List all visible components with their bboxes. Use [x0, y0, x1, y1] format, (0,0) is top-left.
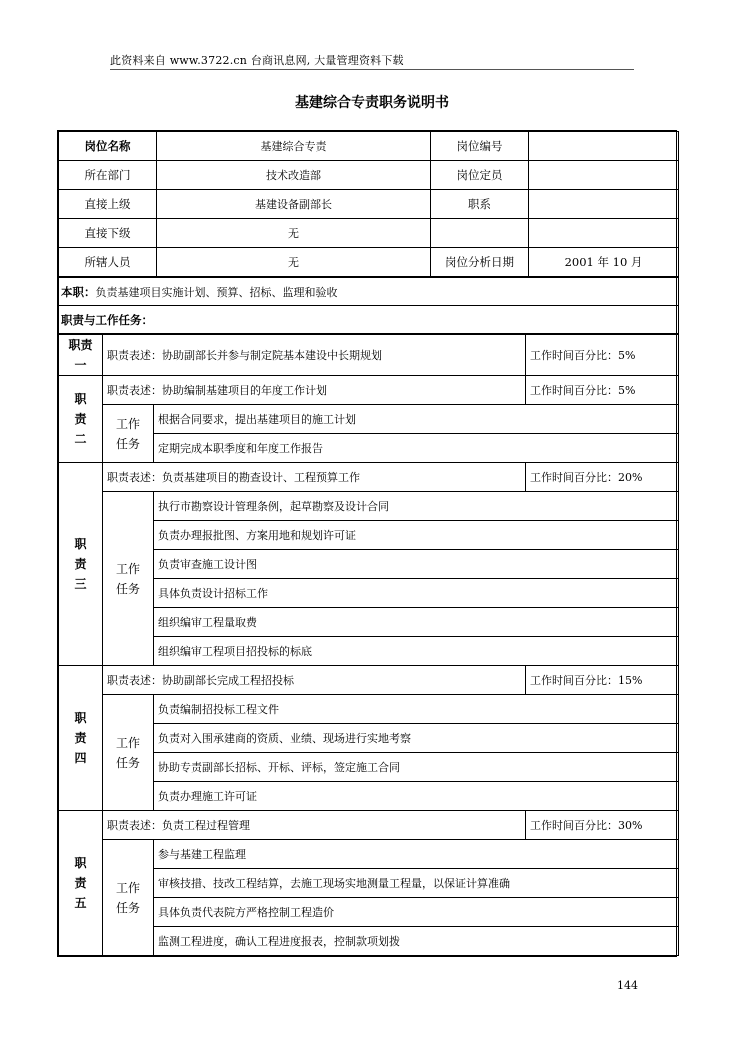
duty-label-text: 四	[74, 751, 87, 765]
duty-label-text: 二	[74, 432, 87, 446]
position-name-value: 基建综合专责	[157, 132, 431, 161]
work-task-label-text: 任务	[115, 581, 140, 596]
summary-label: 本职：	[61, 284, 96, 299]
work-task-label-text: 工作	[115, 561, 140, 576]
position-code-value	[529, 132, 679, 161]
task-item: 参与基建工程监理	[154, 840, 679, 869]
duties-heading: 职责与工作任务：	[59, 306, 679, 334]
duty-time-ratio: 工作时间百分比：5%	[526, 335, 679, 376]
duty-label-text: 责	[74, 876, 87, 890]
task-item: 负责审查施工设计图	[154, 550, 679, 579]
duty-time-ratio: 工作时间百分比：15%	[526, 666, 679, 695]
task-item: 监测工程进度，确认工程进度报表，控制款项划拨	[154, 927, 679, 956]
task-item: 具体负责设计招标工作	[154, 579, 679, 608]
task-item: 协助专责副部长招标、开标、评标，签定施工合同	[154, 753, 679, 782]
summary-row	[59, 278, 679, 306]
summary-text: 负责基建项目实施计划、预算、招标、监理和验收	[95, 285, 338, 299]
duty-label-text: 职	[74, 392, 87, 406]
duty-label	[59, 463, 103, 666]
work-task-label-text: 任务	[115, 755, 140, 770]
managed-value: 无	[157, 248, 431, 277]
page-number: 144	[617, 979, 638, 992]
header-rule	[110, 69, 634, 70]
work-task-label-text: 工作	[115, 880, 140, 895]
relation-value	[529, 190, 679, 219]
task-item: 审核技措、技改工程结算，去施工现场实地测量工程量，以保证计算准确	[154, 869, 679, 898]
duty-label-text: 五	[74, 896, 87, 910]
duty-label-text: 责	[74, 412, 87, 426]
subordinate-value: 无	[157, 219, 431, 248]
analysis-date-label: 岗位分析日期	[431, 248, 529, 277]
work-task-label-text: 任务	[115, 900, 140, 915]
duty-time-ratio: 工作时间百分比：5%	[526, 376, 679, 405]
task-item: 定期完成本职季度和年度工作报告	[154, 434, 679, 463]
duty-label-text: 职	[74, 711, 87, 725]
task-item: 负责编制招投标工程文件	[154, 695, 679, 724]
work-task-label	[103, 405, 154, 463]
task-item: 负责对入围承建商的资质、业绩、现场进行实地考察	[154, 724, 679, 753]
empty-cell	[529, 219, 679, 248]
job-description-form	[57, 130, 677, 957]
source-header: 此资料来自 www.3722.cn 台商讯息网, 大量管理资料下载	[110, 54, 404, 67]
department-label: 所在部门	[59, 161, 157, 190]
duty-label-text: 职	[74, 856, 87, 870]
task-item: 负责办理报批图、方案用地和规划许可证	[154, 521, 679, 550]
superior-value: 基建设备副部长	[157, 190, 431, 219]
duty-label	[59, 376, 103, 463]
work-task-label-text: 任务	[115, 436, 140, 451]
task-item: 具体负责代表院方严格控制工程造价	[154, 898, 679, 927]
superior-label: 直接上级	[59, 190, 157, 219]
task-item: 根据合同要求，提出基建项目的施工计划	[154, 405, 679, 434]
info-table	[58, 131, 679, 277]
work-task-label	[103, 695, 154, 811]
relation-label: 职系	[431, 190, 529, 219]
duty-description: 职责表述：协助副部长并参与制定院基本建设中长期规划	[103, 335, 526, 376]
work-task-label	[103, 492, 154, 666]
duty-label	[59, 811, 103, 956]
document-title: 基建综合专责职务说明书	[295, 95, 449, 111]
duty-label-text: 职责	[68, 338, 93, 352]
task-item: 负责办理施工许可证	[154, 782, 679, 811]
work-task-label-text: 工作	[115, 735, 140, 750]
subordinate-label: 直接下级	[59, 219, 157, 248]
empty-cell	[431, 219, 529, 248]
position-name-label: 岗位名称	[59, 132, 157, 161]
duty-label-text: 一	[74, 358, 87, 372]
duty-description: 职责表述：协助副部长完成工程招投标	[103, 666, 526, 695]
duty-list	[58, 334, 679, 956]
work-task-label	[103, 840, 154, 956]
duty-description: 职责表述：负责工程过程管理	[103, 811, 526, 840]
position-code-label: 岗位编号	[431, 132, 529, 161]
duty-label-text: 责	[74, 731, 87, 745]
duty-label-text: 职	[74, 537, 87, 551]
department-value: 技术改造部	[157, 161, 431, 190]
duty-description: 职责表述：协助编制基建项目的年度工作计划	[103, 376, 526, 405]
duty-label-text: 三	[74, 577, 87, 591]
analysis-date-value: 2001 年 10 月	[529, 248, 679, 277]
duty-label	[59, 666, 103, 811]
duty-label	[59, 335, 103, 376]
duty-description: 职责表述：负责基建项目的勘查设计、工程预算工作	[103, 463, 526, 492]
duty-label-text: 责	[74, 557, 87, 571]
duty-time-ratio: 工作时间百分比：30%	[526, 811, 679, 840]
duty-time-ratio: 工作时间百分比：20%	[526, 463, 679, 492]
task-item: 执行市勘察设计管理条例，起草勘察及设计合同	[154, 492, 679, 521]
duties-table	[58, 277, 679, 334]
work-task-label-text: 工作	[115, 416, 140, 431]
staffing-value	[529, 161, 679, 190]
task-item: 组织编审工程量取费	[154, 608, 679, 637]
task-item: 组织编审工程项目招投标的标底	[154, 637, 679, 666]
staffing-label: 岗位定员	[431, 161, 529, 190]
managed-label: 所辖人员	[59, 248, 157, 277]
